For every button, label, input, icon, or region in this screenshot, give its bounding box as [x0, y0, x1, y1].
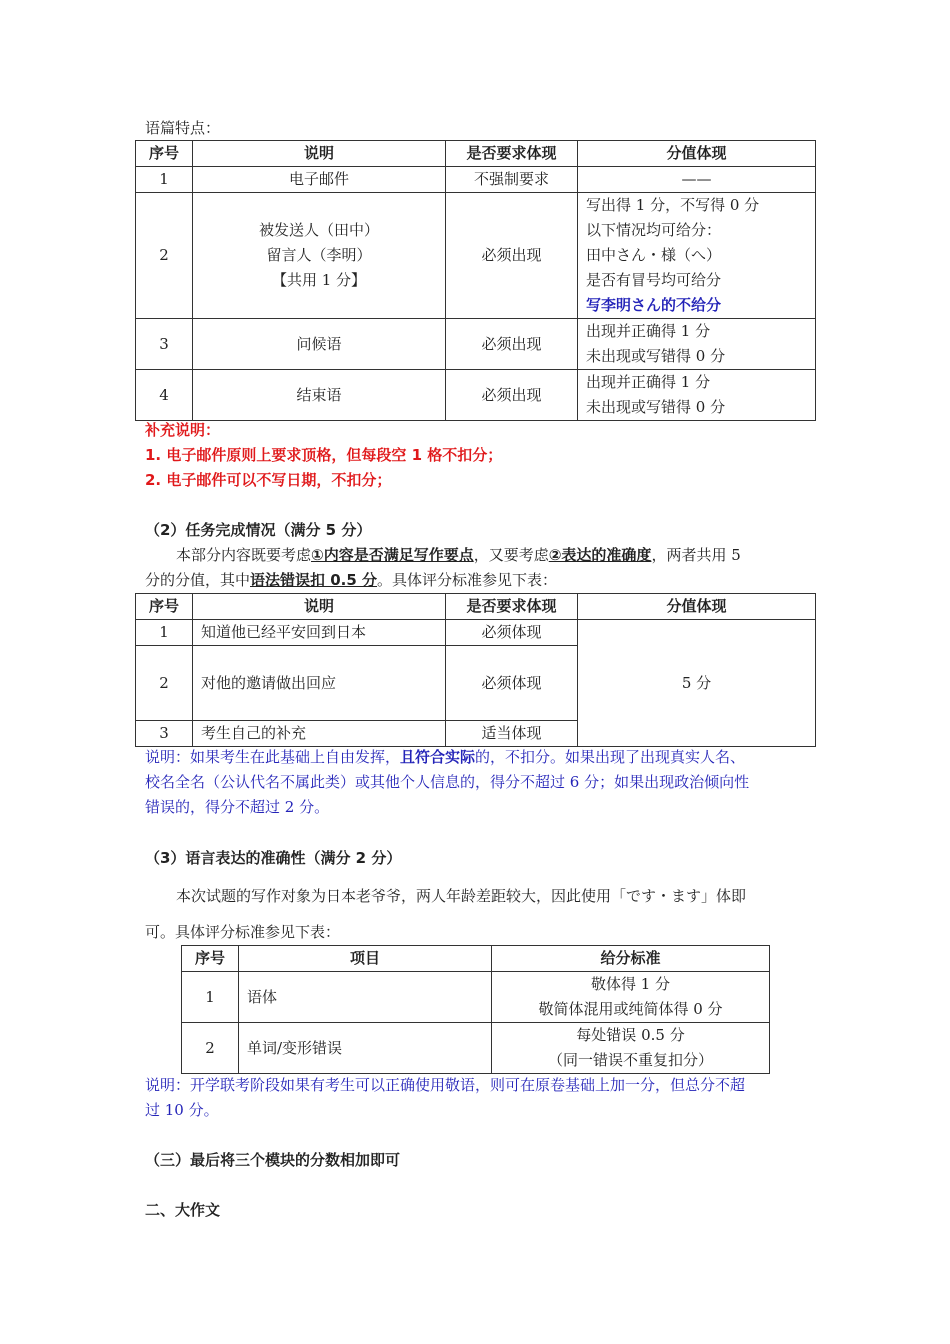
text: ，又要考虑 [473, 546, 549, 564]
note2-line1 [145, 745, 745, 770]
row-score [578, 370, 816, 421]
t3-header-no: 序号 [182, 946, 239, 972]
row-no: 3 [136, 319, 193, 370]
table-row [136, 193, 816, 319]
table-row [182, 1023, 770, 1074]
row-score: 5 分 [578, 620, 816, 747]
table-row [136, 370, 816, 421]
supplement-item: 2. 电子邮件可以不写日期，不扣分； [145, 471, 392, 489]
section3-title: （3）语言表达的准确性（满分 2 分） [145, 849, 402, 867]
row-desc: 电子邮件 [193, 167, 446, 193]
text: 。具体评分标准参见下表： [377, 571, 558, 589]
table-row [136, 167, 816, 193]
t2-header-score: 分值体现 [578, 594, 816, 620]
row-no: 2 [182, 1023, 239, 1074]
emphasis: ①内容是否满足写作要点 [311, 546, 474, 564]
score-line: 田中さん・様（へ） [586, 246, 722, 264]
row-req: 适当体现 [446, 721, 578, 747]
row-item: 单词/变形错误 [239, 1023, 492, 1074]
section-essay: 二、大作文 [145, 1201, 221, 1219]
table-row [182, 972, 770, 1023]
std-line: （同一错误不重复扣分） [547, 1051, 713, 1069]
row-no: 2 [136, 646, 193, 721]
section-final: （三）最后将三个模块的分数相加即可 [145, 1151, 401, 1169]
t2-header-no: 序号 [136, 594, 193, 620]
t1-header-req: 是否要求体现 [446, 141, 578, 167]
t2-header-desc: 说明 [193, 594, 446, 620]
row-req: 必须出现 [446, 193, 578, 319]
row-no: 1 [136, 167, 193, 193]
desc-line: 【共用 1 分】 [271, 271, 367, 289]
row-req: 必须体现 [446, 620, 578, 646]
task-table [135, 593, 816, 747]
row-std [492, 972, 770, 1023]
note3-line1: 说明：开学联考阶段如果有考生可以正确使用敬语，则可在原卷基础上加一分，但总分不超 [145, 1076, 746, 1094]
t3-header-std: 给分标准 [492, 946, 770, 972]
row-no: 4 [136, 370, 193, 421]
row-desc: 结束语 [193, 370, 446, 421]
row-no: 1 [136, 620, 193, 646]
desc-line: 留言人（李明） [266, 246, 372, 264]
supplement-item: 1. 电子邮件原则上要求顶格，但每段空 1 格不扣分； [145, 446, 503, 464]
table-row [136, 319, 816, 370]
t1-header-desc: 说明 [193, 141, 446, 167]
note2-line3: 错误的，得分不超过 2 分。 [145, 798, 330, 816]
t2-header-req: 是否要求体现 [446, 594, 578, 620]
row-desc: 考生自己的补充 [193, 721, 446, 747]
score-line: 出现并正确得 1 分 [586, 322, 711, 340]
t1-header-no: 序号 [136, 141, 193, 167]
row-item: 语体 [239, 972, 492, 1023]
supplement-title: 补充说明： [145, 421, 221, 439]
text: 的，不扣分。如果出现了出现真实人名、 [475, 748, 746, 766]
row-std [492, 1023, 770, 1074]
row-no: 3 [136, 721, 193, 747]
score-line: 出现并正确得 1 分 [586, 373, 711, 391]
row-score [578, 319, 816, 370]
row-no: 2 [136, 193, 193, 319]
t1-header-score: 分值体现 [578, 141, 816, 167]
section2-title: （2）任务完成情况（满分 5 分） [145, 521, 372, 539]
section2-paragraph-line2 [145, 568, 557, 593]
score-line: 以下情况均可给分： [586, 221, 722, 239]
score-line: 未出现或写错得 0 分 [586, 347, 726, 365]
emphasis: 语法错误扣 0.5 分 [250, 571, 378, 589]
std-line: 每处错误 0.5 分 [576, 1026, 685, 1044]
language-table [181, 945, 770, 1074]
t3-header-item: 项目 [239, 946, 492, 972]
row-no: 1 [182, 972, 239, 1023]
row-desc: 知道他已经平安回到日本 [193, 620, 446, 646]
desc-line: 被发送人（田中） [258, 221, 379, 239]
features-label: 语篇特点： [145, 119, 221, 137]
row-req: 必须出现 [446, 319, 578, 370]
row-score [578, 193, 816, 319]
table-row [136, 620, 816, 646]
emphasis: ②表达的准确度 [548, 546, 652, 564]
section3-paragraph-line1: 本次试题的写作对象为日本老爷爷，两人年龄差距较大，因此使用「です・ます」体即 [176, 887, 747, 905]
section2-paragraph-line1 [176, 543, 741, 568]
text: 分的分值，其中 [145, 571, 251, 589]
row-desc: 问候语 [193, 319, 446, 370]
row-req: 必须体现 [446, 646, 578, 721]
row-score: —— [578, 167, 816, 193]
score-line-highlight: 写李明さん的不给分 [586, 296, 722, 314]
note3-line2: 过 10 分。 [145, 1101, 219, 1119]
row-req: 必须出现 [446, 370, 578, 421]
row-desc [193, 193, 446, 319]
score-line: 是否有冒号均可给分 [586, 271, 722, 289]
text: 本部分内容既要考虑 [176, 546, 312, 564]
score-line: 写出得 1 分，不写得 0 分 [586, 196, 760, 214]
std-line: 敬体得 1 分 [590, 975, 671, 993]
note2-line2: 校名全名（公认代名不属此类）或其他个人信息的，得分不超过 6 分；如果出现政治倾向性 [145, 773, 750, 791]
section3-paragraph-line2: 可。具体评分标准参见下表： [145, 923, 341, 941]
emphasis: 且符合实际 [400, 748, 476, 766]
text: 说明：如果考生在此基础上自由发挥， [145, 748, 401, 766]
row-desc: 对他的邀请做出回应 [193, 646, 446, 721]
features-table [135, 140, 816, 421]
text: ，两者共用 5 [651, 546, 741, 564]
std-line: 敬简体混用或纯简体得 0 分 [538, 1000, 723, 1018]
score-line: 未出现或写错得 0 分 [586, 398, 726, 416]
row-req: 不强制要求 [446, 167, 578, 193]
